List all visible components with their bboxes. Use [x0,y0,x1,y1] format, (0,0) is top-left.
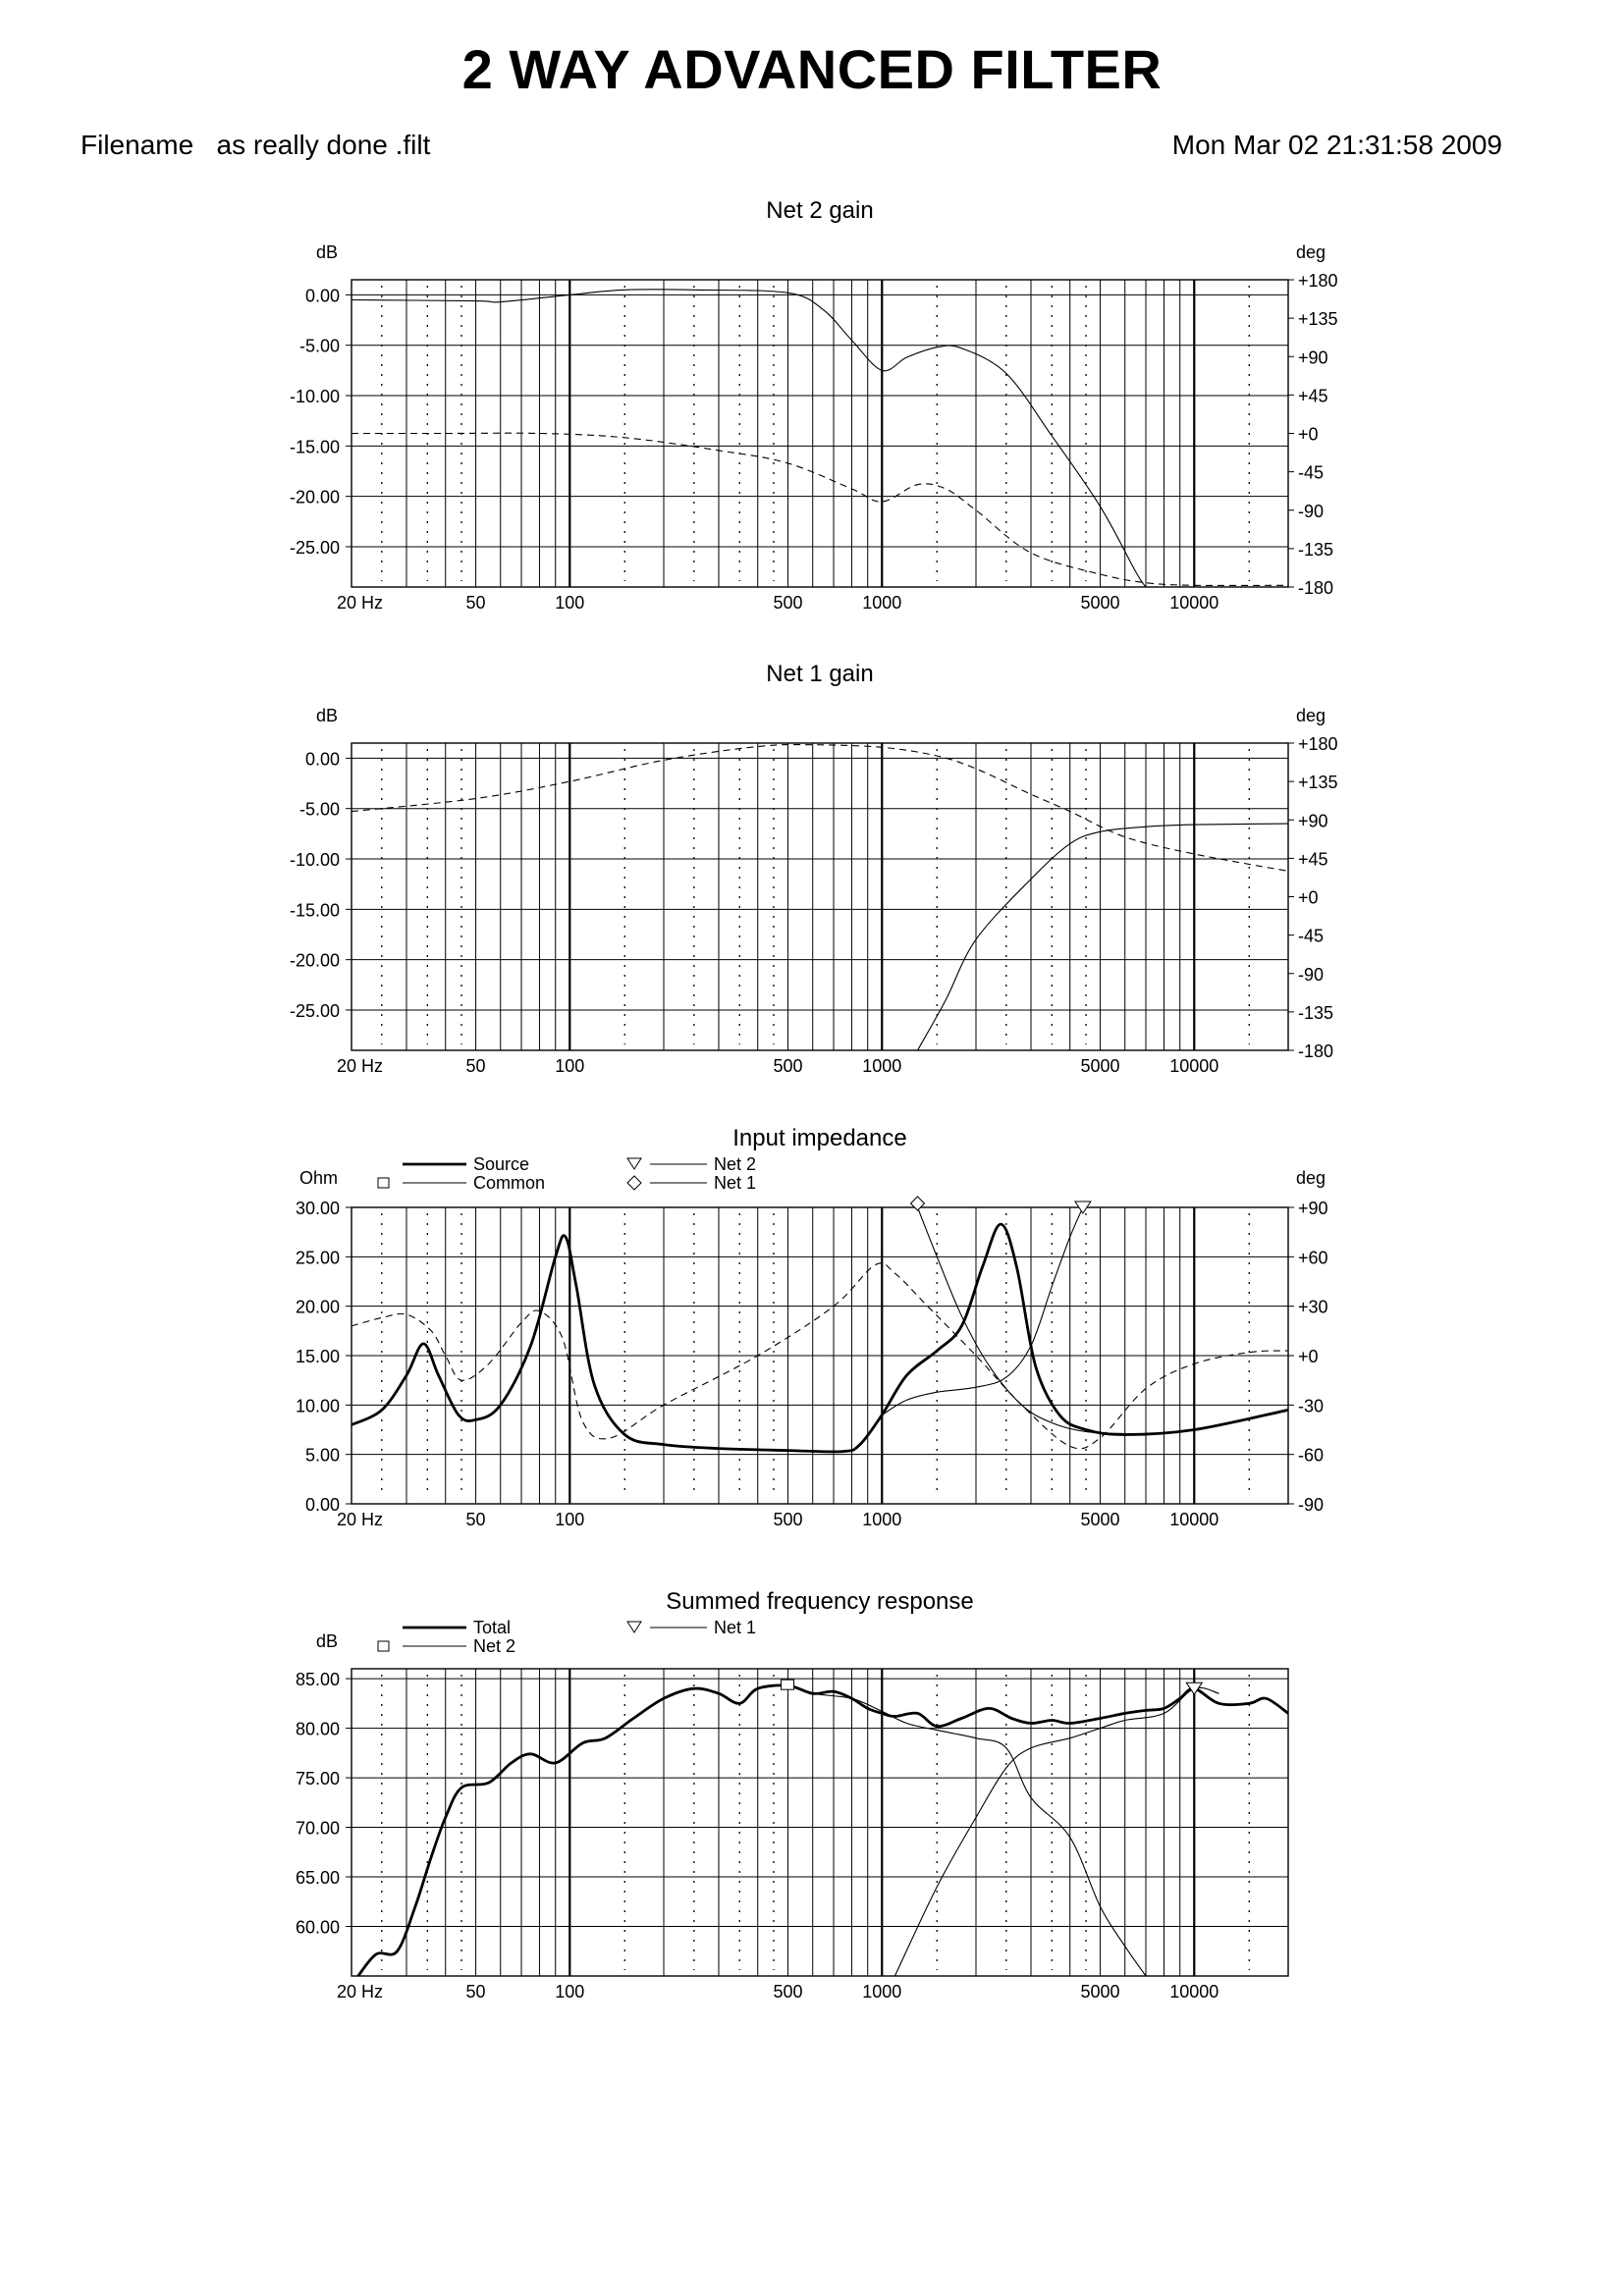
x-tick-label: 5000 [1080,593,1120,613]
right-tick-label: -180 [1298,578,1334,598]
right-tick-label: +60 [1298,1248,1328,1268]
right-tick-label: +45 [1298,386,1328,406]
chart-title: Net 2 gain [766,197,874,224]
series-line-solid-0 [918,824,1289,1050]
x-tick-label: 50 [465,1056,486,1076]
right-tick-label: -135 [1298,539,1334,560]
right-tick-label: +180 [1298,734,1338,754]
left-tick-label: 85.00 [295,1670,340,1690]
legend [378,1154,756,1193]
x-tick-label: 100 [555,1056,585,1076]
series-line-net-2 [918,1207,1125,1434]
right-tick-label: -90 [1298,501,1325,521]
x-tick-label: 5000 [1080,1982,1120,2002]
x-tick-label: 500 [773,1510,803,1529]
x-tick-label: 50 [465,1982,486,2002]
left-tick-label: -25.00 [289,1000,340,1021]
right-tick-label: +30 [1298,1297,1328,1317]
series-line-dashed-1 [352,745,1288,872]
right-tick-label: +90 [1298,347,1328,368]
right-tick-label: -45 [1298,462,1325,483]
right-tick-label: +90 [1298,1199,1328,1218]
grid-vertical [352,280,1288,587]
legend-item [403,1618,511,1637]
chart-3 [296,1125,1328,1529]
right-tick-label: +0 [1298,424,1319,445]
x-tick-label: 50 [465,1510,486,1529]
x-tick-label: 500 [773,593,803,613]
chart-1 [290,197,1338,613]
right-tick-label: -60 [1298,1445,1325,1466]
right-axis-unit: deg [1296,242,1326,262]
x-tick-label: 20 Hz [337,1056,384,1076]
x-tick-label: 100 [555,1982,585,2002]
left-tick-label: 0.00 [304,286,340,306]
chart-4 [296,1588,1288,2002]
legend-item [378,1173,545,1193]
right-tick-label: -135 [1298,1002,1334,1023]
x-tick-label: 10000 [1169,1510,1219,1529]
legend-item [378,1636,515,1656]
series-line-net-1 [882,1207,1083,1415]
left-tick-label: 0.00 [304,1495,340,1515]
x-tick-label: 500 [773,1982,803,2002]
x-tick-label: 1000 [862,1982,902,2002]
left-tick-label: -15.00 [289,437,340,457]
series-line-solid-0 [352,290,1146,587]
legend-marker-diamond [627,1176,641,1190]
right-tick-label: -30 [1298,1396,1325,1416]
left-tick-label: 65.00 [295,1868,340,1889]
x-tick-label: 500 [773,1056,803,1076]
legend-marker-square [378,1641,389,1651]
left-axis-unit: dB [315,242,338,262]
right-tick-label: +45 [1298,849,1328,870]
right-tick-label: -45 [1298,926,1325,946]
legend-item [627,1173,756,1193]
right-tick-label: -90 [1298,964,1325,985]
left-axis-unit: Ohm [298,1168,338,1188]
legend-label: Total [473,1618,512,1637]
right-tick-label: +0 [1298,1347,1319,1366]
plot-frame [352,1669,1288,1976]
left-tick-label: -10.00 [289,387,340,407]
left-tick-label: 10.00 [295,1396,340,1416]
x-tick-label: 10000 [1169,1982,1219,2002]
left-tick-label: 0.00 [304,749,340,770]
plot-frame [352,743,1288,1050]
x-tick-label: 100 [555,1510,585,1529]
legend-label: Net 2 [714,1154,757,1174]
grid-vertical [352,1207,1288,1504]
right-axis-unit: deg [1296,706,1326,725]
left-tick-label: 5.00 [304,1445,340,1466]
legend-label: Source [473,1154,530,1174]
x-tick-label: 20 Hz [337,1510,384,1529]
filename-value: as really done .filt [216,130,431,160]
x-tick-label: 1000 [862,1510,902,1529]
left-axis-unit: dB [315,706,338,725]
right-tick-label: +180 [1298,271,1338,291]
legend-item [403,1154,529,1174]
right-tick-label: +135 [1298,309,1338,330]
left-tick-label: -20.00 [289,487,340,507]
grid-vertical [352,743,1288,1050]
x-tick-label: 10000 [1169,1056,1219,1076]
grid-vertical [352,1669,1288,1976]
x-tick-label: 20 Hz [337,593,384,613]
legend [378,1618,756,1656]
series-marker-square [782,1680,794,1689]
x-tick-label: 50 [465,593,486,613]
left-tick-label: -15.00 [289,900,340,921]
left-tick-label: 75.00 [295,1769,340,1789]
legend-label: Net 1 [714,1618,757,1637]
legend-label: Net 2 [473,1636,516,1656]
legend-marker-triangle [627,1158,641,1169]
plot-frame [352,280,1288,587]
x-tick-label: 1000 [862,593,902,613]
legend-item [627,1618,756,1637]
right-tick-label: -90 [1298,1495,1325,1515]
left-tick-label: -5.00 [298,336,340,356]
x-tick-label: 5000 [1080,1510,1120,1529]
left-tick-label: 60.00 [295,1917,340,1938]
series-line-net-2 [758,1685,1146,1976]
chart-2 [290,661,1338,1076]
legend-marker-square [378,1178,389,1188]
right-tick-label: +0 [1298,887,1319,908]
legend-item [627,1154,756,1174]
series-marker-diamond [911,1197,925,1210]
x-tick-label: 5000 [1080,1056,1120,1076]
legend-label: Net 1 [714,1173,757,1193]
x-tick-label: 20 Hz [337,1982,384,2002]
legend-label: Common [473,1173,546,1193]
left-tick-label: 25.00 [295,1248,340,1268]
right-tick-label: -180 [1298,1041,1334,1061]
left-tick-label: 15.00 [295,1347,340,1366]
series-line-source [352,1224,1288,1452]
x-tick-label: 1000 [862,1056,902,1076]
left-axis-unit: dB [315,1631,338,1651]
document-title: 2 WAY ADVANCED FILTER [461,38,1163,100]
left-tick-label: 30.00 [295,1199,340,1218]
legend-marker-triangle [627,1622,641,1632]
chart-title: Input impedance [732,1125,907,1151]
x-tick-label: 100 [555,593,585,613]
series-line-dashed-1 [352,433,1288,585]
x-tick-label: 10000 [1169,593,1219,613]
left-tick-label: 70.00 [295,1818,340,1839]
chart-title: Net 1 gain [766,661,874,687]
left-tick-label: 80.00 [295,1719,340,1739]
filename-label: Filename [81,130,194,160]
left-tick-label: -10.00 [289,850,340,871]
timestamp: Mon Mar 02 21:31:58 2009 [1171,130,1502,160]
left-tick-label: 20.00 [295,1297,340,1317]
left-tick-label: -5.00 [298,799,340,820]
right-tick-label: +135 [1298,773,1338,793]
left-tick-label: -20.00 [289,950,340,971]
right-axis-unit: deg [1296,1168,1326,1188]
left-tick-label: -25.00 [289,537,340,558]
right-tick-label: +90 [1298,811,1328,831]
series-line-total [358,1685,1288,1976]
chart-title: Summed frequency response [666,1588,974,1615]
